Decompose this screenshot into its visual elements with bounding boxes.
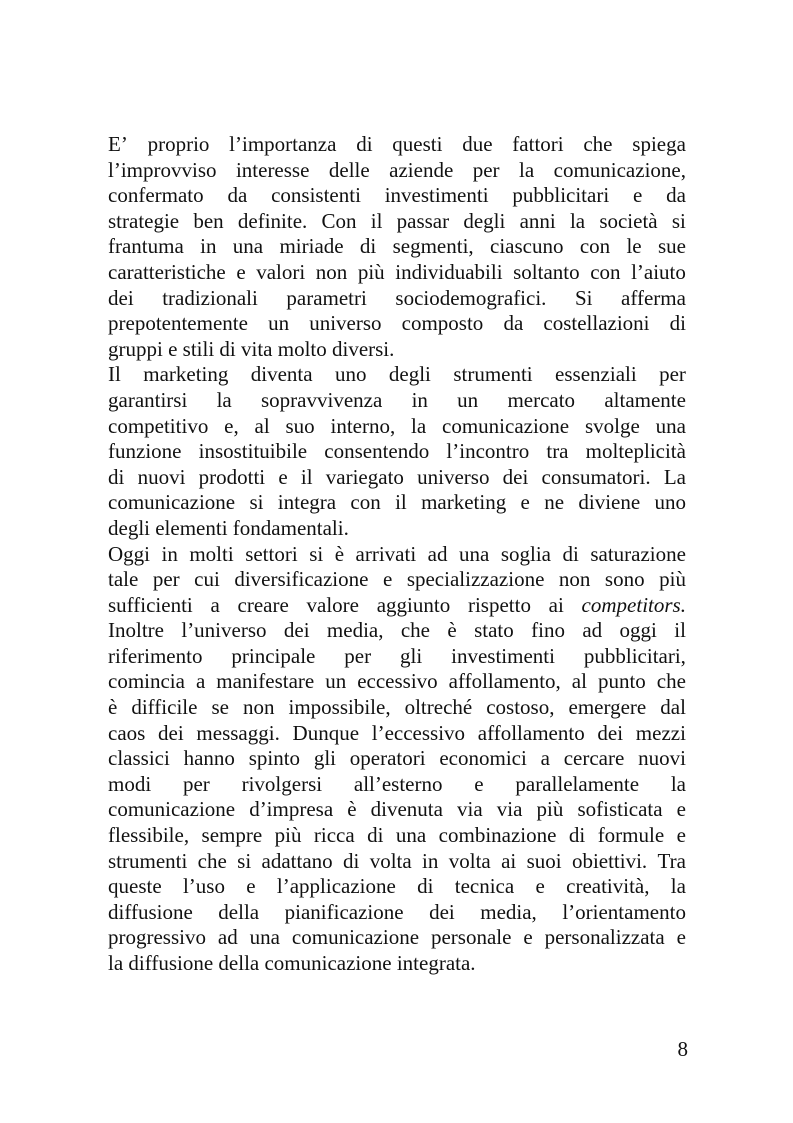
text-word: sofisticata — [577, 797, 663, 822]
text-word: e — [278, 464, 288, 489]
text-word: essenziali — [555, 362, 637, 387]
text-word: ad — [427, 541, 448, 566]
text-line — [108, 695, 686, 721]
text-word — [582, 593, 686, 619]
text-word: è — [334, 541, 345, 566]
text-line — [108, 593, 686, 619]
text-word: economici — [439, 746, 527, 771]
text-word: stato — [474, 618, 514, 643]
text-word: affollamento, — [448, 669, 561, 694]
text-word: fattori — [512, 132, 564, 156]
text-word: e — [523, 925, 533, 950]
text-word: fino — [531, 618, 565, 643]
text-word: via — [457, 797, 483, 822]
text-word: punto — [597, 669, 646, 694]
text-word: consentendo — [324, 439, 430, 464]
text-word: questi — [392, 132, 443, 156]
text-word: dei — [597, 720, 624, 745]
text-word: in — [200, 234, 217, 259]
text-word: comunicazione — [108, 797, 236, 822]
text-word: suoi — [526, 848, 562, 873]
text-word: una — [232, 234, 264, 259]
text-word: e — [676, 823, 686, 848]
text-word: al — [571, 669, 587, 694]
text-word: La — [663, 464, 686, 489]
text-word: di — [108, 464, 125, 489]
text-word: definite. — [237, 208, 308, 233]
text-line — [108, 618, 686, 644]
text-word: media, — [326, 618, 384, 643]
text-word: comincia — [108, 669, 185, 694]
text-word: in — [411, 387, 428, 412]
text-word: Il — [108, 362, 121, 387]
text-line — [108, 362, 686, 388]
text-word: E’ — [108, 132, 128, 156]
text-word: in — [422, 848, 439, 873]
text-word: Inoltre — [108, 618, 164, 643]
text-word: e — [382, 567, 393, 592]
text-word: pianificazione — [284, 899, 404, 924]
text-word: che — [656, 669, 686, 694]
text-word: mercato — [507, 387, 576, 412]
text-word: molti — [189, 541, 234, 566]
text-word: Tra — [657, 848, 686, 873]
text-word: nuovi — [638, 746, 686, 771]
text-word: hanno — [183, 746, 235, 771]
text-line — [108, 490, 686, 516]
text-word: di — [359, 234, 377, 259]
text-word: le — [626, 234, 642, 259]
text-word: e — [474, 771, 484, 796]
text-word: afferma — [621, 285, 686, 310]
text-word: molteplicità — [585, 439, 686, 464]
text-word: messaggi. — [196, 720, 280, 745]
text-word: si — [237, 848, 252, 873]
text-word: universo — [417, 464, 490, 489]
text-line — [108, 414, 686, 440]
text-word: una — [459, 541, 490, 566]
text-word: oltreché — [404, 695, 473, 720]
text-word: comunicazione — [442, 413, 570, 438]
text-word: l’universo — [181, 618, 267, 643]
text-word: mezzi — [635, 720, 686, 745]
text-word: via — [496, 797, 523, 822]
text-line: degli elementi fondamentali. — [108, 515, 349, 540]
text-line: la diffusione della comunicazione integrata. — [108, 951, 476, 975]
text-word: rivolgersi — [241, 771, 323, 796]
text-line — [108, 439, 686, 465]
text-word: nuovi — [137, 464, 186, 489]
text-word: e — [535, 874, 545, 899]
text-word: al — [254, 413, 270, 438]
text-word: la — [216, 387, 232, 412]
text-word: pubblicitari, — [583, 643, 686, 668]
text-word: composto — [401, 311, 484, 336]
text-word: di — [568, 823, 586, 848]
text-word: che — [197, 848, 227, 873]
text-line — [108, 158, 686, 184]
text-word: un — [325, 669, 347, 694]
text-word: e — [246, 874, 256, 899]
text-word: se — [211, 695, 229, 720]
text-word: marketing — [143, 362, 229, 387]
text-word: proprio — [147, 132, 210, 156]
text-word: adattano — [261, 848, 333, 873]
text-word: di — [356, 132, 373, 156]
text-word: soglia — [500, 541, 551, 566]
text-line — [108, 388, 686, 414]
text-word: sue — [657, 234, 686, 259]
text-word: l’eccessivo — [371, 720, 466, 745]
text-line — [108, 900, 686, 926]
text-word: caos — [108, 720, 146, 745]
text-word: l’applicazione — [276, 874, 396, 899]
text-word: impossibile, — [288, 695, 391, 720]
text-word: costellazioni — [543, 311, 650, 336]
text-word: la — [411, 413, 427, 438]
text-word: rispetto — [467, 592, 531, 617]
text-word: l’orientamento — [562, 899, 686, 924]
text-word: due — [462, 132, 493, 156]
text-word: diversificazione — [234, 567, 369, 592]
text-word: non — [242, 695, 275, 720]
text-word: degli — [463, 208, 506, 233]
text-line — [108, 465, 686, 491]
text-word: specializzazione — [406, 567, 545, 592]
text-word: creatività, — [566, 874, 650, 899]
text-line — [108, 823, 686, 849]
text-word: queste — [108, 874, 162, 899]
text-word: modi — [108, 771, 152, 796]
text-word: una — [249, 925, 280, 950]
text-word: insostituibile — [198, 439, 308, 464]
text-word: l’improvviso — [108, 157, 217, 182]
text-word: di — [562, 541, 579, 566]
text-word: di — [343, 848, 360, 873]
text-word: degli — [388, 362, 431, 387]
text-word: affollamento — [477, 720, 585, 745]
text-line — [108, 567, 686, 593]
text-word: ben — [193, 208, 224, 233]
text-word: arrivati — [355, 541, 417, 566]
text-word: ne — [544, 490, 565, 515]
text-word: la — [670, 874, 686, 899]
text-word: cui — [194, 567, 220, 592]
text-word: ai — [548, 592, 564, 617]
text-word: media, — [480, 899, 537, 924]
text-word: universo — [309, 311, 382, 336]
text-word: combinazione — [438, 823, 557, 848]
text-word: diffusione — [108, 899, 193, 924]
text-word: gli — [400, 643, 423, 668]
text-word: in — [161, 541, 178, 566]
text-word: per — [472, 157, 500, 182]
text-word: dei — [283, 618, 310, 643]
text-word: sufficienti — [108, 592, 193, 617]
text-word: con — [350, 490, 381, 515]
text-line — [108, 797, 686, 823]
text-word: garantirsi — [108, 387, 188, 412]
text-word: spinto — [248, 746, 301, 771]
text-line — [108, 542, 686, 568]
text-line — [108, 746, 686, 772]
body-text — [108, 132, 686, 977]
text-word: prepotentemente — [108, 311, 248, 336]
text-word: tradizionali — [162, 285, 258, 310]
text-word: si — [309, 541, 324, 566]
text-line — [108, 925, 686, 951]
text-word: saturazione — [590, 541, 686, 566]
text-word: gli — [313, 746, 336, 771]
text-line — [108, 849, 686, 875]
text-word: principale — [231, 643, 316, 668]
text-line — [108, 669, 686, 695]
text-word: individuabili — [395, 259, 503, 284]
text-word: comunicazione, — [553, 157, 686, 182]
text-word: parallelamente — [515, 771, 640, 796]
text-word: difficile — [131, 695, 198, 720]
text-word: miriade — [279, 234, 344, 259]
text-word: il — [370, 208, 383, 233]
text-word: il — [300, 464, 313, 489]
text-word: strategie — [108, 208, 180, 233]
text-word: comunicazione — [108, 490, 236, 515]
text-word: di — [669, 311, 686, 336]
text-word: progressivo — [108, 925, 206, 950]
text-word: Si — [574, 285, 593, 310]
text-word: è — [447, 618, 457, 643]
text-word: aggiunto — [376, 592, 451, 617]
italic-term: competitors. — [581, 592, 686, 617]
text-word: non — [558, 567, 591, 592]
text-word: volta — [448, 848, 491, 873]
text-word: funzione — [108, 439, 182, 464]
text-word: ad — [217, 925, 238, 950]
text-word: confermato — [108, 183, 204, 208]
text-word: ad — [582, 618, 603, 643]
text-word: operatori — [349, 746, 426, 771]
text-word: dei — [502, 464, 529, 489]
text-word: l’uso — [182, 874, 225, 899]
text-word: ciascuno — [490, 234, 564, 259]
page-number: 8 — [677, 1037, 688, 1061]
text-word: uno — [335, 362, 367, 387]
text-word: divenuta — [370, 797, 443, 822]
text-word: investimenti — [384, 183, 489, 208]
text-word: a — [195, 669, 206, 694]
text-word: prodotti — [198, 464, 266, 489]
text-word: svolge — [584, 413, 640, 438]
text-line: gruppi e stili di vita molto diversi. — [108, 336, 395, 361]
text-word: volta — [369, 848, 412, 873]
text-line — [108, 772, 686, 798]
text-word: l’incontro — [446, 439, 530, 464]
text-word: di — [367, 823, 384, 848]
text-word: caratteristiche — [108, 259, 226, 284]
text-word: più — [357, 259, 385, 284]
text-word: a — [540, 746, 550, 771]
text-word: si — [671, 208, 686, 233]
text-word: la — [670, 771, 686, 796]
text-word: per — [152, 567, 180, 592]
text-word: e, — [224, 413, 239, 438]
text-word: ricca — [313, 823, 355, 848]
text-word: strumenti — [453, 362, 533, 387]
text-word: sono — [604, 567, 645, 592]
text-word: frantuma — [108, 234, 184, 259]
text-word: tecnica — [454, 874, 515, 899]
text-word: Oggi — [108, 541, 150, 566]
text-word: spiega — [632, 132, 686, 156]
text-word: segmenti, — [392, 234, 474, 259]
text-word: classici — [108, 746, 170, 771]
text-word: una — [655, 413, 686, 438]
text-word: Dunque — [292, 720, 360, 745]
text-word: più — [274, 823, 302, 848]
text-line — [108, 183, 686, 209]
text-word: flessibile, — [108, 823, 190, 848]
text-word: variegato — [325, 464, 404, 489]
text-word: formule — [597, 823, 665, 848]
text-word: comunicazione — [291, 925, 420, 950]
text-word: soltanto — [513, 259, 580, 284]
text-line — [108, 644, 686, 670]
text-word: manifestare — [216, 669, 315, 694]
text-word: marketing — [421, 490, 507, 515]
text-line — [108, 209, 686, 235]
text-word: costoso, — [486, 695, 555, 720]
text-word: per — [344, 643, 372, 668]
text-word: oggi — [619, 618, 657, 643]
text-word: dei — [429, 899, 455, 924]
text-word: sempre — [201, 823, 263, 848]
text-word: valori — [256, 259, 306, 284]
text-word: consistenti — [271, 183, 361, 208]
text-word: riferimento — [108, 643, 203, 668]
text-word: dei — [108, 285, 134, 310]
text-word: obiettivi. — [571, 848, 648, 873]
text-word: tra — [546, 439, 569, 464]
text-word: l’importanza — [229, 132, 337, 156]
text-word: interesse — [235, 157, 310, 182]
text-word: d’impresa — [249, 797, 334, 822]
text-word: il — [674, 618, 686, 643]
text-word: da — [666, 183, 686, 208]
text-word: diventa — [250, 362, 313, 387]
text-word: e — [632, 183, 643, 208]
text-line — [108, 234, 686, 260]
text-word: non — [315, 259, 348, 284]
text-word: uno — [654, 490, 686, 515]
text-word: l’aiuto — [631, 259, 686, 284]
text-word: consumatori. — [541, 464, 651, 489]
text-word: tale — [108, 567, 139, 592]
text-word: per — [182, 771, 210, 796]
text-word: Con — [321, 208, 357, 233]
text-line — [108, 260, 686, 286]
text-word: una — [395, 823, 427, 848]
text-word: e — [676, 797, 686, 822]
text-word: con — [579, 234, 611, 259]
text-word: che — [400, 618, 431, 643]
text-word: sociodemografici. — [395, 285, 547, 310]
text-word: eccessivo — [357, 669, 438, 694]
text-word: è — [108, 695, 118, 720]
text-word: è — [347, 797, 357, 822]
text-word: dal — [660, 695, 686, 720]
text-word: un — [268, 311, 290, 336]
text-word: diviene — [578, 490, 641, 515]
text-word: personalizzata — [544, 925, 665, 950]
text-word: creare — [237, 592, 289, 617]
text-line — [108, 721, 686, 747]
text-word: integra — [277, 490, 337, 515]
text-word: a — [210, 592, 220, 617]
text-word: valore — [306, 592, 360, 617]
text-word: con — [590, 259, 621, 284]
text-word: per — [659, 362, 686, 387]
text-word: si — [249, 490, 264, 515]
text-word: e — [676, 925, 686, 950]
text-word: e — [236, 259, 246, 284]
text-word: investimenti — [451, 643, 555, 668]
text-word: pubblicitari — [512, 183, 610, 208]
text-word: emergere — [568, 695, 647, 720]
text-word: ai — [501, 848, 517, 873]
text-word: sopravvivenza — [261, 387, 383, 412]
text-word: che — [583, 132, 613, 156]
text-word: altamente — [604, 387, 686, 412]
text-word: più — [659, 567, 686, 592]
text-line — [108, 311, 686, 337]
text-line — [108, 874, 686, 900]
text-word: personale — [430, 925, 512, 950]
text-line — [108, 286, 686, 312]
text-word: da — [503, 311, 524, 336]
text-word: competitivo — [108, 413, 209, 438]
text-word: da — [227, 183, 248, 208]
text-word: anni — [519, 208, 556, 233]
text-line — [108, 132, 686, 158]
text-word: interno, — [330, 413, 396, 438]
text-word: settori — [245, 541, 298, 566]
text-word: di — [417, 874, 434, 899]
text-word: un — [457, 387, 479, 412]
text-word: cercare — [563, 746, 625, 771]
text-word: e — [520, 490, 530, 515]
text-word: più — [536, 797, 564, 822]
text-word: della — [218, 899, 260, 924]
text-word: aziende — [389, 157, 454, 182]
text-word: passar — [396, 208, 450, 233]
text-word: la — [519, 157, 535, 182]
text-word: la — [569, 208, 586, 233]
text-word: parametri — [286, 285, 367, 310]
text-word: delle — [328, 157, 370, 182]
text-word: strumenti — [108, 848, 188, 873]
text-word: il — [395, 490, 407, 515]
text-word: all’esterno — [353, 771, 443, 796]
text-word: dei — [158, 720, 184, 745]
text-word: suo — [285, 413, 315, 438]
text-word: società — [599, 208, 658, 233]
